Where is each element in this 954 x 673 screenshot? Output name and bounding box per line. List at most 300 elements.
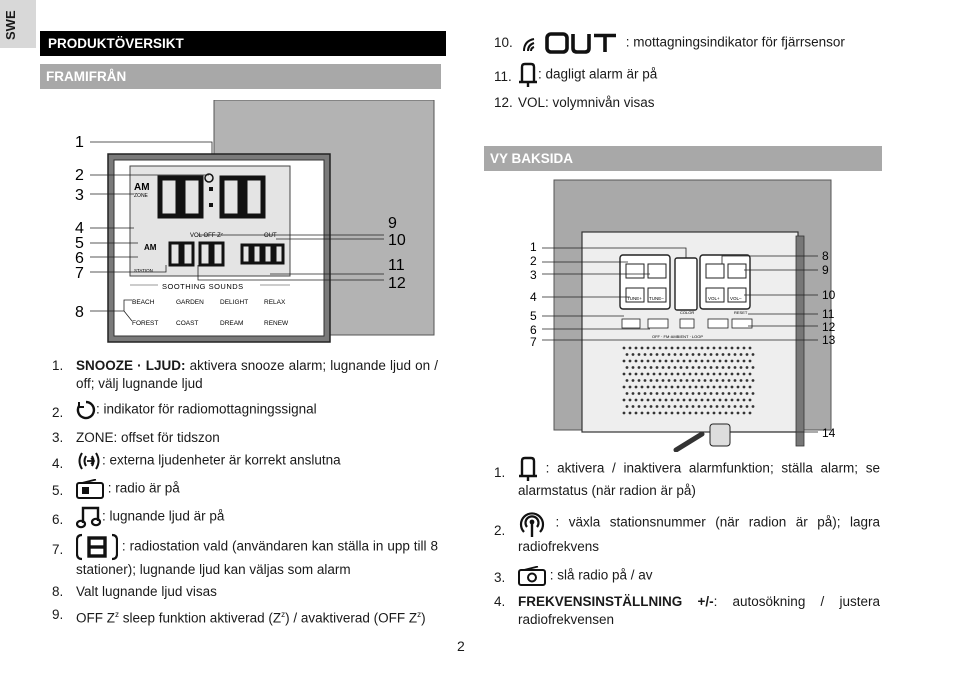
external-audio-icon (76, 450, 102, 472)
grille-hole (653, 373, 656, 376)
grille-hole (722, 379, 725, 382)
item-number: 8. (52, 584, 64, 599)
grille-hole (674, 379, 677, 382)
grille-hole (725, 360, 728, 363)
audio-cable (676, 434, 702, 450)
back-callout-7: 7 (530, 335, 537, 349)
item-text-c: ) / avaktiverad (OFF Z (285, 610, 418, 626)
grille-hole (665, 386, 668, 389)
grille-hole (653, 399, 656, 402)
grille-hole (677, 360, 680, 363)
grille-hole (653, 386, 656, 389)
back-small-button-2[interactable] (648, 319, 668, 328)
item-sup-a: z (115, 610, 119, 619)
grille-hole (677, 399, 680, 402)
item-text: : mottagningsindikator för fjärrsensor (622, 34, 845, 50)
grille-hole (749, 347, 752, 350)
grille-hole (677, 347, 680, 350)
lcd-station-label: STATION (134, 268, 153, 273)
grille-hole (719, 399, 722, 402)
grille-hole (746, 392, 749, 395)
grille-hole (689, 373, 692, 376)
item-text: : externa ljudenheter är korrekt anslutna (102, 452, 341, 468)
lcd-zone-label: ZONE (134, 193, 148, 199)
grille-hole (716, 405, 719, 408)
grille-hole (641, 399, 644, 402)
grille-hole (632, 379, 635, 382)
back-item-1 (494, 456, 880, 500)
grille-hole (677, 386, 680, 389)
grille-hole (710, 405, 713, 408)
section-title-text: PRODUKTÖVERSIKT (48, 36, 184, 51)
grille-hole (644, 392, 647, 395)
item-text: : växla stationsnummer (när radion är på); lagra radiofrekvens (518, 514, 880, 554)
sound-coast: COAST (176, 320, 199, 327)
item-text-a: OFF Z (76, 610, 115, 626)
grille-hole (695, 386, 698, 389)
grille-hole (716, 353, 719, 356)
grille-hole (668, 405, 671, 408)
grille-hole (737, 386, 740, 389)
item-text: : aktivera / inaktivera alarmfunktion; ställa alarm; se alarmstatus (när radion är på) (518, 460, 880, 498)
grille-hole (725, 347, 728, 350)
lcd-soothing-label: SOOTHING SOUNDS (162, 282, 244, 291)
front-item-3 (52, 429, 438, 447)
sound-forest: FOREST (132, 320, 159, 327)
grille-hole (725, 373, 728, 376)
grille-hole (743, 386, 746, 389)
grille-hole (731, 360, 734, 363)
grille-hole (728, 366, 731, 369)
back-callout-4: 4 (530, 290, 537, 304)
grille-hole (662, 379, 665, 382)
grille-hole (671, 386, 674, 389)
sound-renew: RENEW (264, 320, 289, 327)
grille-hole (743, 399, 746, 402)
grille-hole (722, 366, 725, 369)
grille-hole (728, 379, 731, 382)
grille-hole (731, 347, 734, 350)
grille-hole (680, 392, 683, 395)
grille-hole (704, 379, 707, 382)
grille-hole (683, 347, 686, 350)
front-item-5 (52, 479, 438, 499)
grille-hole (692, 392, 695, 395)
radio-signal-icon (76, 400, 96, 420)
grille-hole (674, 366, 677, 369)
grille-hole (740, 353, 743, 356)
grille-hole (719, 373, 722, 376)
grille-hole (665, 399, 668, 402)
grille-hole (737, 373, 740, 376)
item-number: 9. (52, 607, 64, 622)
front-item-6 (52, 505, 438, 529)
front-item-4 (52, 450, 438, 472)
grille-hole (704, 405, 707, 408)
grille-hole (713, 399, 716, 402)
grille-hole (737, 399, 740, 402)
grille-hole (641, 347, 644, 350)
grille-hole (740, 392, 743, 395)
grille-hole (698, 405, 701, 408)
grille-hole (656, 366, 659, 369)
grille-hole (692, 353, 695, 356)
grille-hole (698, 379, 701, 382)
grille-hole (737, 412, 740, 415)
grille-hole (686, 353, 689, 356)
item-text-b: sleep funktion aktiverad (Z (119, 610, 282, 626)
grille-hole (692, 405, 695, 408)
item-text: ZONE: offset för tidszon (76, 430, 220, 445)
grille-hole (707, 347, 710, 350)
grille-hole (671, 347, 674, 350)
grille-hole (650, 392, 653, 395)
grille-hole (752, 392, 755, 395)
item-number: 1. (494, 465, 506, 480)
device-side-edge (796, 236, 804, 446)
grille-hole (725, 399, 728, 402)
subsection-title-back-text: VY BAKSIDA (490, 151, 574, 166)
grille-hole (662, 405, 665, 408)
grille-hole (698, 353, 701, 356)
grille-hole (644, 379, 647, 382)
back-callout-13: 13 (822, 333, 836, 347)
grille-hole (659, 360, 662, 363)
sound-garden: GARDEN (176, 299, 204, 306)
grille-hole (626, 379, 629, 382)
grille-hole (719, 412, 722, 415)
grille-hole (707, 373, 710, 376)
grille-hole (719, 347, 722, 350)
grille-hole (668, 366, 671, 369)
station-icon (76, 533, 118, 561)
grille-hole (719, 360, 722, 363)
grille-hole (635, 373, 638, 376)
back-small-button-4[interactable] (708, 319, 728, 328)
front-callout-3: 3 (75, 187, 84, 204)
grille-hole (749, 373, 752, 376)
grille-hole (671, 373, 674, 376)
grille-hole (623, 373, 626, 376)
grille-hole (752, 366, 755, 369)
grille-hole (695, 360, 698, 363)
grille-hole (632, 405, 635, 408)
grille-hole (656, 379, 659, 382)
grille-hole (698, 366, 701, 369)
front-callout-12: 12 (388, 275, 406, 292)
front-callout-4: 4 (75, 220, 84, 237)
grille-hole (749, 360, 752, 363)
item-text: aktivera snooze alarm; lugnande ljud on / off; välj lugnande ljud (76, 358, 438, 391)
item-number: 5. (52, 483, 64, 498)
grille-hole (683, 399, 686, 402)
lcd-out-label: OUT (264, 233, 277, 239)
item-text: : lugnande ljud är på (102, 508, 225, 524)
front-callout-5: 5 (75, 235, 84, 252)
grille-hole (689, 399, 692, 402)
grille-hole (683, 386, 686, 389)
grille-hole (629, 360, 632, 363)
front-callout-11: 11 (388, 257, 405, 274)
grille-hole (731, 399, 734, 402)
sound-relax: RELAX (264, 299, 286, 306)
item-number: 12. (494, 95, 513, 110)
grille-hole (734, 353, 737, 356)
grille-hole (638, 392, 641, 395)
grille-hole (641, 386, 644, 389)
grille-hole (680, 379, 683, 382)
back-callout-10: 10 (822, 288, 836, 302)
grille-hole (695, 373, 698, 376)
grille-hole (722, 353, 725, 356)
grille-hole (692, 379, 695, 382)
item-number: 2. (494, 523, 506, 538)
lcd-pm-am-label: AM (144, 243, 157, 252)
grille-hole (659, 347, 662, 350)
language-tab (0, 0, 36, 48)
grille-hole (629, 412, 632, 415)
item-text: : dagligt alarm är på (538, 66, 658, 82)
item-number: 11. (494, 69, 512, 84)
grille-hole (623, 360, 626, 363)
back-callout-3: 3 (530, 268, 537, 282)
grille-hole (647, 347, 650, 350)
grille-hole (668, 379, 671, 382)
grille-hole (746, 353, 749, 356)
grille-hole (689, 412, 692, 415)
grille-hole (743, 347, 746, 350)
section-title (40, 31, 446, 56)
grille-hole (746, 366, 749, 369)
grille-hole (734, 366, 737, 369)
grille-hole (665, 373, 668, 376)
grille-hole (695, 347, 698, 350)
mode-switch-label: OFF · FM·AMBIENT · LOOP (652, 334, 704, 339)
back-callout-11: 11 (822, 307, 835, 321)
line-in-jack[interactable] (710, 424, 730, 446)
grille-hole (626, 353, 629, 356)
grille-hole (623, 399, 626, 402)
back-callout-5: 5 (530, 309, 537, 323)
back-item-3 (494, 566, 880, 586)
bell-icon (518, 62, 538, 88)
item-text: Valt lugnande ljud visas (76, 584, 217, 599)
item-number: 1. (52, 358, 64, 373)
color-label: COLOR (680, 310, 695, 315)
grille-hole (746, 379, 749, 382)
grille-hole (686, 379, 689, 382)
back-callout-6: 6 (530, 323, 537, 337)
item-text: : radiostation vald (användaren kan ställa in upp till 8 stationer); lugnande ljud kan väljas som alarm (76, 538, 438, 577)
grille-hole (701, 399, 704, 402)
grille-hole (659, 399, 662, 402)
grille-hole (719, 386, 722, 389)
item-text: : slå radio på / av (546, 567, 653, 583)
grille-hole (731, 412, 734, 415)
grille-hole (650, 405, 653, 408)
grille-hole (740, 405, 743, 408)
grille-hole (713, 386, 716, 389)
item-text-d: ) (421, 610, 426, 626)
grille-hole (695, 412, 698, 415)
item-bold-label: FREKVENSINSTÄLLNING +/- (518, 594, 714, 609)
grille-hole (632, 353, 635, 356)
grille-hole (707, 386, 710, 389)
item-number: 2. (52, 405, 64, 420)
front-callout-8: 8 (75, 304, 84, 321)
remote-sensor-out-icon (522, 31, 622, 55)
grille-hole (701, 386, 704, 389)
grille-hole (716, 379, 719, 382)
grille-hole (644, 353, 647, 356)
grille-hole (740, 366, 743, 369)
grille-hole (674, 392, 677, 395)
front-item-1 (52, 357, 438, 393)
front-item-2 (52, 400, 438, 420)
grille-hole (680, 405, 683, 408)
grille-hole (626, 366, 629, 369)
grille-hole (710, 353, 713, 356)
grille-hole (707, 412, 710, 415)
grille-hole (686, 405, 689, 408)
grille-hole (707, 399, 710, 402)
grille-hole (686, 366, 689, 369)
grille-hole (647, 399, 650, 402)
grille-hole (677, 373, 680, 376)
grille-hole (632, 366, 635, 369)
grille-hole (650, 353, 653, 356)
grille-hole (650, 366, 653, 369)
grille-hole (743, 360, 746, 363)
grille-hole (635, 347, 638, 350)
grille-hole (629, 386, 632, 389)
grille-hole (653, 360, 656, 363)
subsection-title-front (40, 64, 441, 89)
grille-hole (713, 412, 716, 415)
grille-hole (704, 353, 707, 356)
grille-hole (659, 386, 662, 389)
item-bold-label: SNOOZE · LJUD: (76, 358, 186, 373)
grille-hole (710, 366, 713, 369)
grille-hole (722, 392, 725, 395)
back-small-button-1[interactable] (622, 319, 640, 328)
grille-hole (626, 392, 629, 395)
grille-hole (623, 386, 626, 389)
item-number: 6. (52, 512, 64, 527)
radio-icon (76, 479, 104, 499)
alarm-button[interactable] (675, 258, 697, 310)
grille-hole (692, 366, 695, 369)
back-item-2 (494, 508, 880, 556)
tune-plus-label: TUNE+ (627, 296, 642, 301)
grille-hole (641, 412, 644, 415)
grille-hole (728, 353, 731, 356)
back-view-diagram (526, 178, 846, 452)
grille-hole (674, 405, 677, 408)
front-item-10 (494, 31, 884, 55)
grille-hole (746, 405, 749, 408)
grille-hole (626, 405, 629, 408)
grille-hole (656, 392, 659, 395)
grille-hole (728, 392, 731, 395)
back-callout-9: 9 (822, 263, 829, 277)
subsection-title-front-text: FRAMIFRÅN (46, 69, 127, 84)
grille-hole (710, 379, 713, 382)
grille-hole (653, 347, 656, 350)
grille-hole (629, 373, 632, 376)
item-number: 3. (52, 430, 64, 445)
grille-hole (752, 379, 755, 382)
item-sup-b: z (281, 610, 286, 619)
grille-hole (647, 373, 650, 376)
grille-hole (677, 412, 680, 415)
item-number: 10. (494, 35, 513, 50)
front-item-8 (52, 583, 438, 601)
grille-hole (644, 405, 647, 408)
grille-hole (662, 392, 665, 395)
front-item-9 (52, 606, 438, 628)
grille-hole (734, 392, 737, 395)
grille-hole (656, 405, 659, 408)
grille-hole (689, 386, 692, 389)
grille-hole (659, 373, 662, 376)
front-item-11 (494, 62, 884, 88)
front-item-7 (52, 533, 438, 579)
subsection-title-back (484, 146, 882, 171)
grille-hole (632, 392, 635, 395)
back-item-4 (494, 593, 880, 629)
grille-hole (752, 353, 755, 356)
item-text: : autosökning / justera radiofrekvensen (518, 594, 880, 627)
front-callout-2: 2 (75, 167, 84, 184)
grille-hole (671, 360, 674, 363)
grille-hole (701, 373, 704, 376)
grille-hole (668, 392, 671, 395)
grille-hole (656, 353, 659, 356)
grille-hole (629, 347, 632, 350)
grille-hole (668, 353, 671, 356)
item-number: 4. (52, 456, 64, 471)
grille-hole (749, 412, 752, 415)
grille-hole (641, 373, 644, 376)
grille-hole (689, 347, 692, 350)
item-sup-c: z (417, 610, 422, 619)
reset-label: RESET (734, 310, 748, 315)
grille-hole (743, 412, 746, 415)
grille-hole (671, 412, 674, 415)
grille-hole (698, 392, 701, 395)
grille-hole (638, 379, 641, 382)
grille-hole (665, 412, 668, 415)
grille-hole (638, 353, 641, 356)
grille-hole (716, 392, 719, 395)
grille-hole (734, 405, 737, 408)
item-text: : indikator för radiomottagningssignal (96, 401, 317, 417)
grille-hole (701, 360, 704, 363)
grille-hole (635, 360, 638, 363)
item-text: VOL: volymnivån visas (518, 95, 655, 110)
grille-hole (671, 399, 674, 402)
grille-hole (701, 347, 704, 350)
grille-hole (683, 360, 686, 363)
tune-minus-label: TUNE– (649, 296, 664, 301)
grille-hole (734, 379, 737, 382)
grille-hole (707, 360, 710, 363)
grille-hole (680, 366, 683, 369)
color-button[interactable] (680, 319, 694, 328)
reset-button[interactable] (732, 319, 752, 328)
grille-hole (638, 405, 641, 408)
